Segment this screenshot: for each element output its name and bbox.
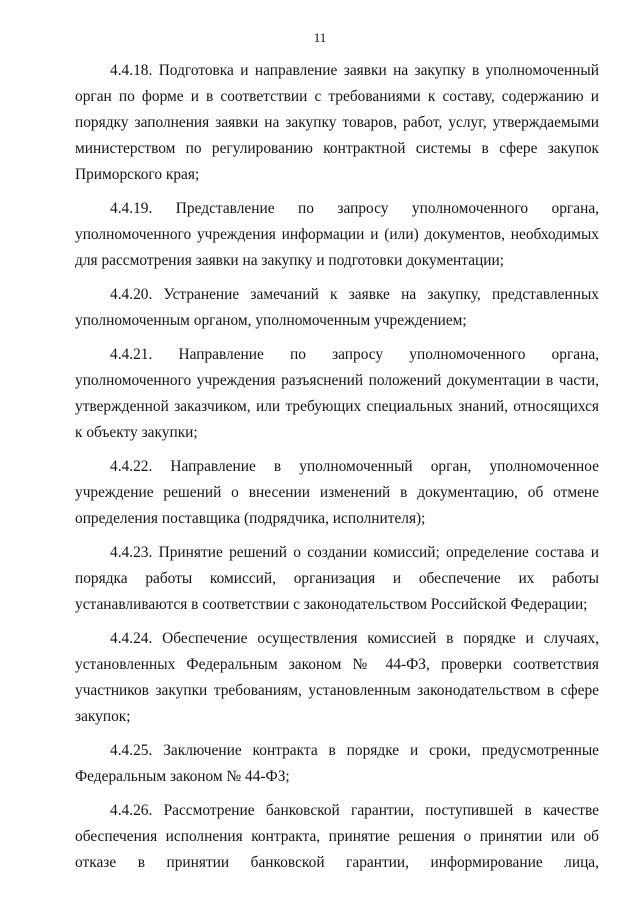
page-number: 11: [313, 30, 327, 45]
paragraph-4-4-24: 4.4.24. Обеспечение осуществления комиссией в порядке и случаях, установленных Федеральным законом № 44-ФЗ, проверки соответствия участников закупки требованиям, установленным законодательством в сфере закупок;: [75, 630, 599, 725]
paragraph-4-4-19: 4.4.19. Представление по запросу уполномоченного органа, уполномоченного учреждения информации и (или) документов, необходимых для рассмотрения заявки на закупку и подготовки документации;: [75, 200, 599, 269]
paragraph-4-4-21: 4.4.21. Направление по запросу уполномоченного органа, уполномоченного учреждения разъяснений положений документации в части, утвержденной заказчиком, или требующих специальных знаний, относящихся к объекту закупки;: [75, 346, 599, 441]
paragraph-4-4-22: 4.4.22. Направление в уполномоченный орган, уполномоченное учреждение решений о внесении изменений в документацию, об отмене определения поставщика (подрядчика, исполнителя);: [75, 458, 599, 527]
document-body: [75, 58, 599, 884]
paragraph-4-4-20: 4.4.20. Устранение замечаний к заявке на закупку, представленных уполномоченным органом, уполномоченным учреждением;: [75, 286, 599, 329]
paragraph-4-4-23: 4.4.23. Принятие решений о создании комиссий; определение состава и порядка работы комиссий, организация и обеспечение их работы устанавливаются в соответствии с законодательством Российской Федерации;: [75, 544, 599, 613]
paragraph-4-4-26: 4.4.26. Рассмотрение банковской гарантии, поступившей в качестве обеспечения исполнения контракта, принятие решения о принятии или об отказе в принятии банковской гарантии, информирование лица,: [75, 802, 599, 871]
paragraph-4-4-25: 4.4.25. Заключение контракта в порядке и сроки, предусмотренные Федеральным законом № 44-ФЗ;: [75, 742, 599, 785]
paragraph-4-4-18: 4.4.18. Подготовка и направление заявки на закупку в уполномоченный орган по форме и в соответствии с требованиями к составу, содержанию и порядку заполнения заявки на закупку товаров, работ, услуг, утверждаемыми министерством по регулированию контрактной системы в сфере закупок Приморского края;: [75, 62, 599, 183]
